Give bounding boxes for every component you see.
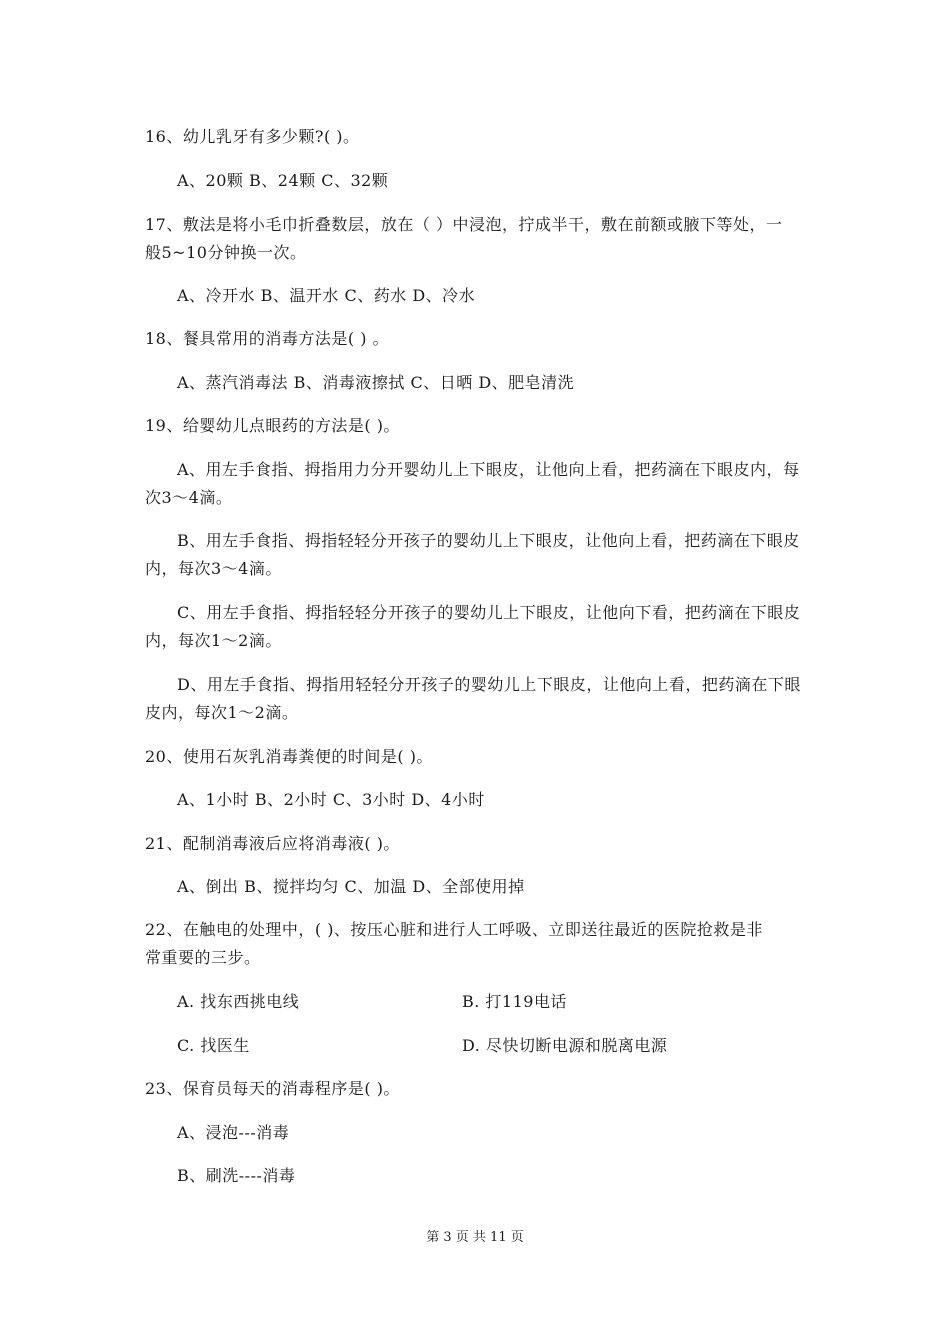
question-19-stem: 19、给婴幼儿点眼药的方法是( )。 xyxy=(145,416,400,435)
question-23-option-b: B、刷洗----消毒 xyxy=(177,1166,296,1185)
question-17-stem-line2: 般5~10分钟换一次。 xyxy=(145,243,307,262)
question-18-options: A、蒸汽消毒法 B、消毒液擦拭 C、日晒 D、肥皂清洗 xyxy=(177,373,575,392)
question-19-option-b-line2: 内，每次3～4滴。 xyxy=(145,559,282,578)
question-20-options: A、1小时 B、2小时 C、3小时 D、4小时 xyxy=(177,790,485,809)
page-footer: 第 3 页 共 11 页 xyxy=(426,1230,524,1245)
question-22-stem-line1: 22、在触电的处理中，( )、按压心脏和进行人工呼吸、立即送往最近的医院抢救是非 xyxy=(145,920,763,939)
question-19-option-d-line1: D、用左手食指、拇指用轻轻分开孩子的婴幼儿上下眼皮，让他向上看，把药滴在下眼 xyxy=(177,675,801,694)
question-22-option-a: A. 找东西挑电线 xyxy=(177,992,300,1011)
question-21-stem: 21、配制消毒液后应将消毒液( )。 xyxy=(145,834,400,853)
question-22-option-b: B. 打119电话 xyxy=(462,992,567,1011)
question-19-option-c-line1: C、用左手食指、拇指轻轻分开孩子的婴幼儿上下眼皮，让他向下看，把药滴在下眼皮 xyxy=(177,603,801,622)
question-23-stem: 23、保育员每天的消毒程序是( )。 xyxy=(145,1079,400,1098)
question-17-stem-line1: 17、敷法是将小毛巾折叠数层，放在（ ）中浸泡，拧成半干，敷在前额或腋下等处，一 xyxy=(145,215,783,234)
question-16-options: A、20颗 B、24颗 C、32颗 xyxy=(177,171,389,190)
question-20-stem: 20、使用石灰乳消毒粪便的时间是( )。 xyxy=(145,747,433,766)
question-21-options: A、倒出 B、搅拌均匀 C、加温 D、全部使用掉 xyxy=(177,877,525,896)
question-19-option-c-line2: 内，每次1～2滴。 xyxy=(145,631,282,650)
question-22-option-c: C. 找医生 xyxy=(177,1036,250,1055)
question-19-option-a-line2: 次3～4滴。 xyxy=(145,488,233,507)
question-22-option-d: D. 尽快切断电源和脱离电源 xyxy=(462,1036,668,1055)
question-19-option-d-line2: 皮内，每次1～2滴。 xyxy=(145,703,299,722)
question-16-stem: 16、幼儿乳牙有多少颗?( )。 xyxy=(145,127,360,146)
question-18-stem: 18、餐具常用的消毒方法是( ) 。 xyxy=(145,329,390,348)
question-19-option-b-line1: B、用左手食指、拇指轻轻分开孩子的婴幼儿上下眼皮，让他向上看，把药滴在下眼皮 xyxy=(177,531,800,550)
question-23-option-a: A、浸泡---消毒 xyxy=(177,1123,290,1142)
question-19-option-a-line1: A、用左手食指、拇指用力分开婴幼儿上下眼皮，让他向上看，把药滴在下眼皮内，每 xyxy=(177,460,800,479)
question-17-options: A、冷开水 B、温开水 C、药水 D、冷水 xyxy=(177,286,476,305)
question-22-stem-line2: 常重要的三步。 xyxy=(145,948,261,967)
